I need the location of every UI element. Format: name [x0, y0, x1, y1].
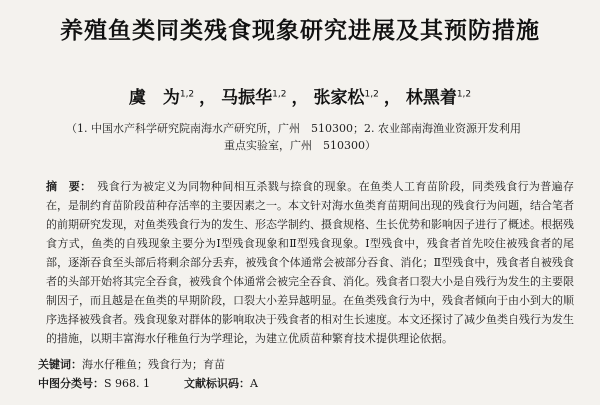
author-name: 林黑着	[405, 88, 457, 108]
author-affiliation-mark: 1,2	[272, 89, 287, 100]
author-separator: ，	[199, 88, 217, 108]
keywords-text: 海水仔稚鱼；残食行为；育苗	[82, 358, 225, 371]
abstract-label: 摘 要：	[46, 180, 92, 193]
author-affiliation-mark: 1,2	[179, 89, 195, 100]
affiliation-line-1: （1. 中国水产科学研究院南海水产研究所，广州 510300；2. 农业部南海渔业资源开发利用	[66, 122, 521, 135]
paper-title: 养殖鱼类同类残食现象研究进展及其预防措施	[60, 18, 540, 44]
classification-line	[38, 376, 578, 392]
author-separator: ，	[291, 88, 309, 108]
abstract	[46, 177, 574, 348]
clc-value: S 968. 1	[104, 377, 151, 390]
author-separator: ，	[383, 88, 401, 108]
document-code-value: A	[250, 377, 258, 390]
document-code-label: 文献标识码：	[184, 377, 251, 390]
clc-label: 中图分类号：	[38, 377, 104, 390]
author	[314, 88, 379, 108]
affiliation	[66, 120, 566, 154]
author-affiliation-mark: 1,2	[456, 89, 472, 100]
keywords-label: 关键词：	[38, 358, 82, 371]
author-affiliation-mark: 1,2	[364, 89, 379, 100]
author-list	[0, 83, 600, 108]
affiliation-line-2: 重点实验室，广州 510300）	[224, 139, 376, 152]
author	[221, 88, 286, 108]
author	[129, 88, 194, 108]
author-name: 张家松	[313, 88, 365, 108]
author	[406, 88, 471, 108]
abstract-text: 残食行为被定义为同物种间相互杀戮与捺食的现象。在鱼类人工育苗阶段，同类残食行为普遍存在，是制约育苗阶段苗种存活率的主要因素之一。本文针对海水鱼类育苗期间出现的残食行为问题，结合笔者的前期研究发现，对鱼类残食行为的发生、形态学制约、摄食规格、生长优势和影响因子进行了概述。根据残食方式，鱼类的自残现象主要分为Ⅰ型残食现象和Ⅱ型残食现象。Ⅰ型残食中，残食者首先咬住被残食者的尾部，逐渐吞食至头部后将剩余部分丢弃，被残食个体通常会被部分吞食、消化；Ⅱ型残食中，残食者自被残食者的头部开始将其完全吞食，被残食个体通常会被完全吞食、消化。残食者口裂大小是自残行为发生的主要限制因子，而且越是在鱼类的早期阶段，口裂大小差异越明显。在鱼类残食行为中，残食者倾向于由小到大的顺序选择被残食者。残食现象对群体的影响取决于残食者的相对生长速度。本文还探讨了减少鱼类自残行为发生的措施，以期丰富海水仔稚鱼行为学理论，为建立优质苗种繁育技术提供理论依据。	[46, 180, 574, 345]
author-name: 马振华	[221, 88, 273, 108]
author-name: 虞 为	[128, 88, 180, 108]
keywords	[38, 357, 578, 373]
